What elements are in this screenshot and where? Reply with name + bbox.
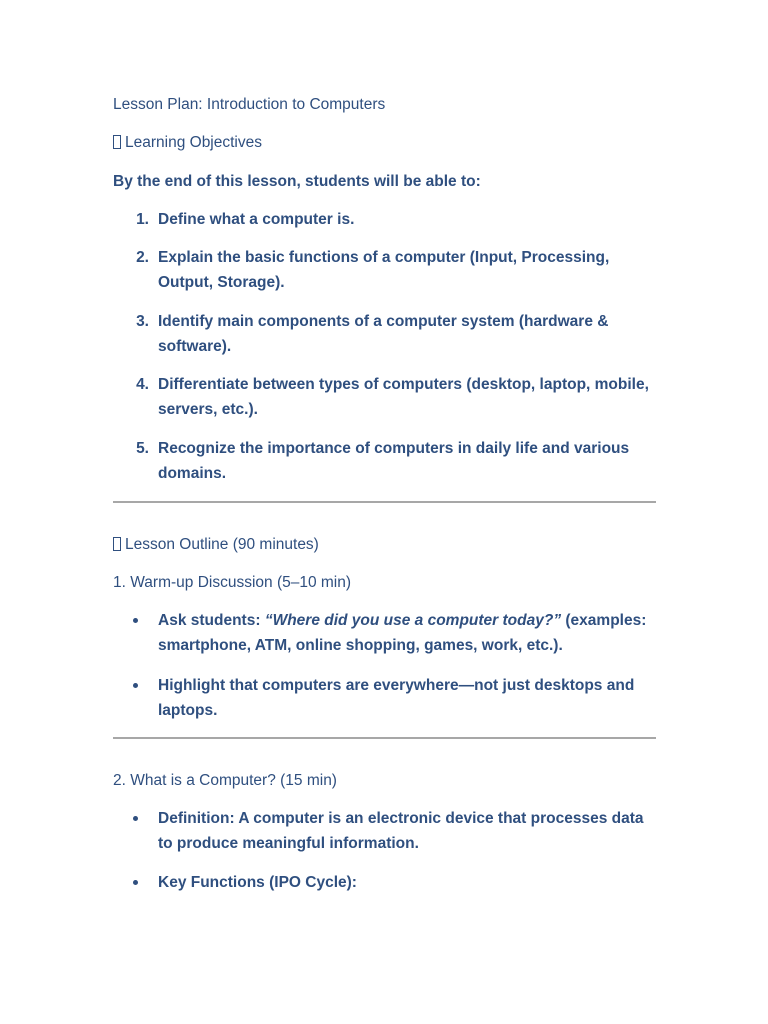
objectives-heading-row bbox=[113, 130, 262, 155]
bullet-icon bbox=[133, 618, 138, 623]
objectives-intro: By the end of this lesson, students will be able to: bbox=[113, 173, 481, 190]
bullet-text-quote: “Where did you use a computer today?” bbox=[264, 612, 562, 629]
bullet-text: Definition: A computer is an electronic device that processes data to produce meaningful information. bbox=[158, 810, 644, 852]
list-number: 3. bbox=[136, 313, 149, 330]
outline-heading: Lesson Outline (90 minutes) bbox=[125, 536, 319, 553]
list-number: 2. bbox=[136, 249, 149, 266]
document-title: Lesson Plan: Introduction to Computers bbox=[113, 96, 386, 113]
objective-text: Identify main components of a computer system (hardware & software). bbox=[158, 313, 609, 355]
objectives-heading: Learning Objectives bbox=[125, 134, 262, 151]
bullet-text bbox=[158, 608, 656, 658]
objective-text: Recognize the importance of computers in daily life and various domains. bbox=[158, 440, 630, 482]
list-number: 1. bbox=[136, 211, 149, 228]
horizontal-rule bbox=[113, 737, 656, 739]
missing-glyph-icon bbox=[113, 537, 121, 551]
list-number: 4. bbox=[136, 376, 149, 393]
bullet-icon bbox=[133, 816, 138, 821]
section2-heading: 2. What is a Computer? (15 min) bbox=[113, 772, 337, 789]
bullet-text: Highlight that computers are everywhere—not just desktops and laptops. bbox=[158, 677, 635, 719]
bullet-icon bbox=[133, 683, 138, 688]
bullet-text-prefix: Ask students: bbox=[158, 612, 265, 629]
missing-glyph-icon bbox=[113, 135, 121, 149]
bullet-icon bbox=[133, 880, 138, 885]
objective-text: Define what a computer is. bbox=[158, 211, 355, 228]
list-number: 5. bbox=[136, 440, 149, 457]
outline-heading-row bbox=[113, 532, 319, 557]
objective-text: Differentiate between types of computers (desktop, laptop, mobile, servers, etc.). bbox=[158, 376, 649, 418]
objective-text: Explain the basic functions of a computer (Input, Processing, Output, Storage). bbox=[158, 249, 610, 291]
bullet-text: Key Functions (IPO Cycle): bbox=[158, 874, 357, 891]
section1-heading: 1. Warm-up Discussion (5–10 min) bbox=[113, 574, 352, 591]
horizontal-rule bbox=[113, 501, 656, 503]
bullet-text-suffix: (examples: smartphone, ATM, online shopping, games, work, etc.). bbox=[158, 612, 647, 654]
